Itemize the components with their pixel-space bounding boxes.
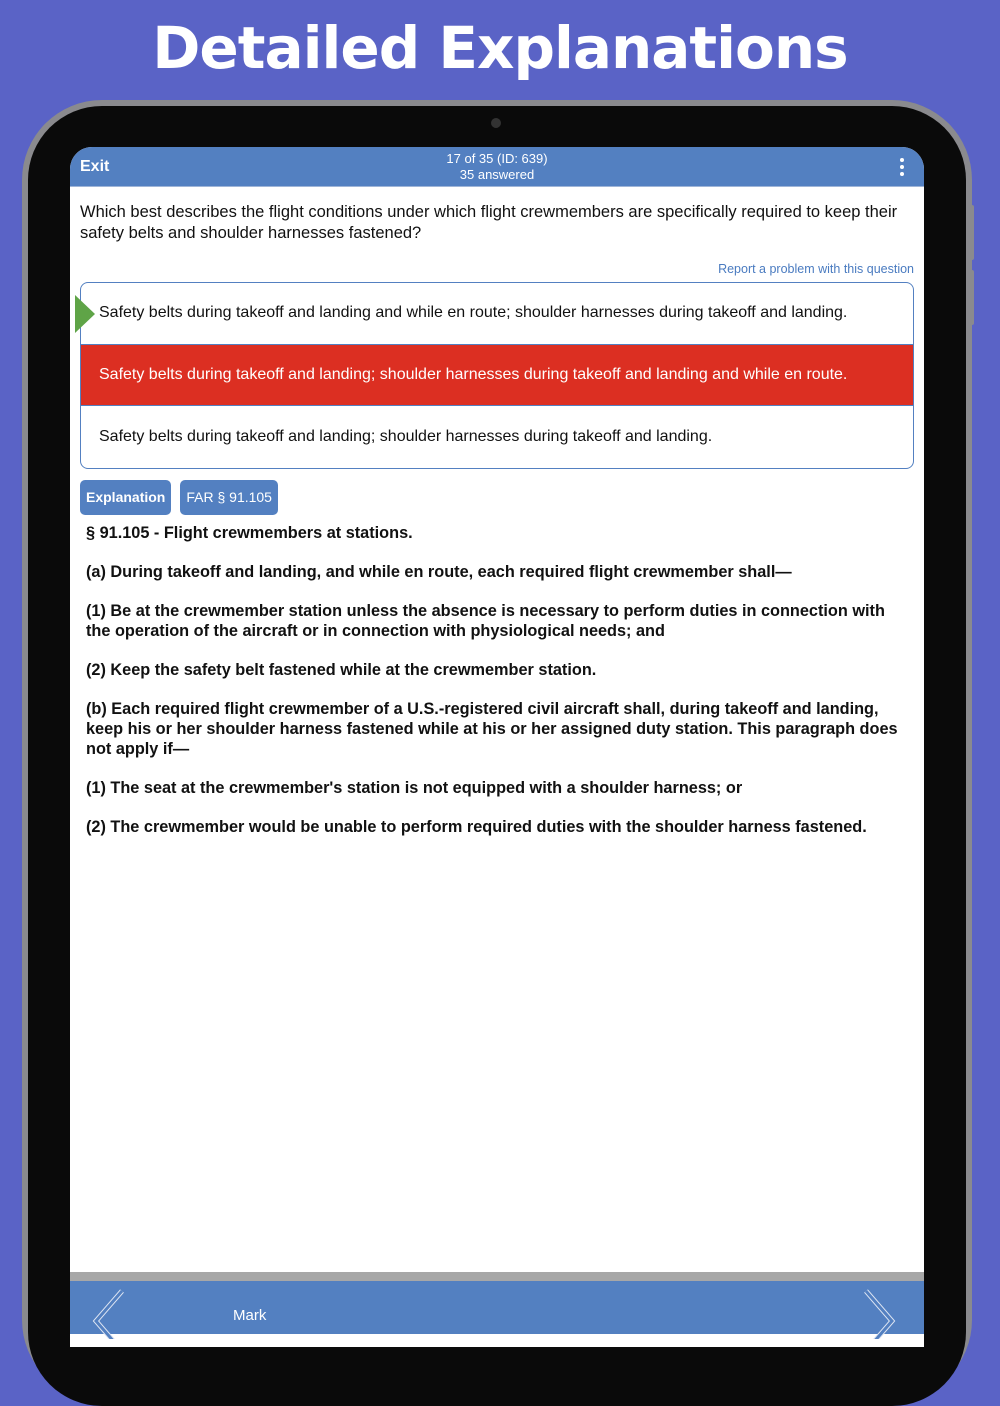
explanation-heading: § 91.105 - Flight crewmembers at stations. [86,523,413,542]
progress-label: 17 of 35 (ID: 639) [446,151,548,166]
camera-icon [491,118,501,128]
more-options-icon[interactable] [900,158,904,179]
explanation-paragraph: (2) Keep the safety belt fastened while at the crewmember station. [86,660,597,679]
explanation-tabs [80,480,914,515]
explanation-paragraph: (2) The crewmember would be unable to perform required duties with the shoulder harness fastened. [86,817,867,836]
tab-far-reference[interactable]: FAR § 91.105 [180,480,278,515]
side-button [968,205,974,260]
answer-option-wrong[interactable]: Safety belts during takeoff and landing; shoulder harnesses during takeoff and landing and while en route. [81,345,913,407]
explanation-paragraph: (1) The seat at the crewmember's station is not equipped with a shoulder harness; or [86,778,743,797]
answer-option[interactable]: Safety belts during takeoff and landing; shoulder harnesses during takeoff and landing. [99,427,713,445]
correct-answer-arrow-icon [75,295,95,333]
nav-title [70,151,924,183]
previous-chevron-icon[interactable] [90,1289,130,1339]
next-chevron-icon[interactable] [860,1289,900,1339]
answer-list [80,282,914,469]
explanation-paragraph: (a) During takeoff and landing, and while en route, each required flight crewmember shall— [86,562,792,581]
answer-option-correct[interactable]: Safety belts during takeoff and landing and while en route; shoulder harnesses during takeoff and landing. [81,283,913,345]
toolbar-divider [70,1272,924,1281]
explanation-paragraph: (b) Each required flight crewmember of a U.S.-registered civil aircraft shall, during takeoff and landing, keep his or her shoulder harness fastened while at his or her assigned duty station. This paragraph does not apply if— [86,699,898,758]
explanation-paragraph: (1) Be at the crewmember station unless the absence is necessary to perform duties in connection with the operation of the aircraft or in connection with physiological needs; and [86,601,885,640]
answered-label: 35 answered [459,167,535,182]
banner-title: Detailed Explanations [152,14,848,82]
question-text: Which best describes the flight conditions under which flight crewmembers are specifically required to keep their safety belts and shoulder harnesses fastened? [80,203,898,242]
explanation-text [70,515,924,837]
tab-explanation[interactable]: Explanation [80,480,171,515]
nav-bar [70,147,924,187]
mark-button[interactable]: Mark [233,1307,267,1324]
screen [70,147,924,1347]
exit-button[interactable]: Exit [80,158,110,175]
bottom-toolbar [70,1272,924,1334]
report-problem-link[interactable]: Report a problem with this question [718,262,914,276]
side-button [968,270,974,325]
